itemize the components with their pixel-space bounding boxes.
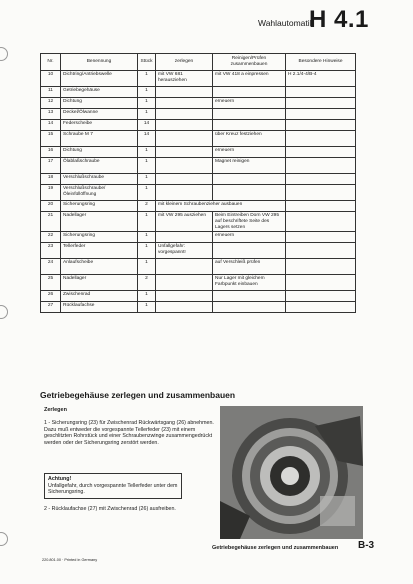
cell-name: Sicherungsring xyxy=(61,201,138,212)
cell-zusammenbauen: mit VW 418 a einpressen xyxy=(213,71,286,87)
table-row xyxy=(41,185,356,201)
cell-zerlegen xyxy=(156,87,213,98)
cell-zusammenbauen xyxy=(213,87,286,98)
cell-zusammenbauen xyxy=(213,243,286,259)
cell-name: Rücklaufachse xyxy=(61,302,138,313)
cell-qty: 1 xyxy=(138,259,156,275)
cell-zerlegen xyxy=(156,302,213,313)
cell-zerlegen: mit VW 681 herausziehen xyxy=(156,71,213,87)
cell-zerlegen: Unfallgefahr: vorgespannt! xyxy=(156,243,213,259)
cell-nr: 19 xyxy=(41,185,61,201)
binder-hole xyxy=(0,532,8,546)
cell-hinweis xyxy=(286,212,356,232)
table-row xyxy=(41,259,356,275)
cell-nr: 10 xyxy=(41,71,61,87)
cell-nr: 27 xyxy=(41,302,61,313)
cell-zusammenbauen: Magnet reinigen xyxy=(213,158,286,174)
warning-text: Unfallgefahr, durch vorgespannte Tellerfeder unter dem Sicherungsring. xyxy=(48,482,178,495)
cell-zusammenbauen: auf Verschleiß prüfen xyxy=(213,259,286,275)
cell-nr: 16 xyxy=(41,147,61,158)
cell-zusammenbauen: erneuern xyxy=(213,147,286,158)
cell-hinweis xyxy=(286,158,356,174)
warning-title: Achtung! xyxy=(48,476,72,482)
cell-zusammenbauen: erneuern xyxy=(213,232,286,243)
cell-name: Verschlußschraube xyxy=(61,174,138,185)
cell-name: Nadellager xyxy=(61,212,138,232)
cell-hinweis xyxy=(286,120,356,131)
cell-zerlegen xyxy=(156,291,213,302)
cell-name: Dichtring/Antriebswelle xyxy=(61,71,138,87)
table-row xyxy=(41,302,356,313)
cell-qty: 1 xyxy=(138,87,156,98)
warning-box xyxy=(44,473,182,499)
cell-hinweis xyxy=(286,147,356,158)
header-title: Wahlautomatik xyxy=(258,18,314,28)
cell-qty: 1 xyxy=(138,185,156,201)
cell-nr: 12 xyxy=(41,98,61,109)
cell-qty: 1 xyxy=(138,302,156,313)
step-1-text: 1 - Sicherungsring (23) für Zwischenrad Rückwärtsgang (26) abnehmen. Dazu muß entweder die vorgespannte Tellerfeder (23) mit einem geschlitzten Rohrstück und einer Schraubenzwinge zusammengedrückt werden oder der Sicherungsring zerstört werden. xyxy=(44,420,214,446)
cell-nr: 20 xyxy=(41,201,61,212)
cell-zerlegen xyxy=(156,147,213,158)
cell-name: Schraube M 7 xyxy=(61,131,138,147)
cell-zusammenbauen xyxy=(213,174,286,185)
cell-zerlegen xyxy=(156,185,213,201)
table-row xyxy=(41,71,356,87)
cell-nr: 23 xyxy=(41,243,61,259)
cell-qty: 1 xyxy=(138,291,156,302)
cell-hinweis xyxy=(286,87,356,98)
table-row xyxy=(41,232,356,243)
cell-name: Dichtung xyxy=(61,98,138,109)
cell-hinweis xyxy=(286,109,356,120)
table-row xyxy=(41,275,356,291)
cell-hinweis xyxy=(286,185,356,201)
cell-hinweis xyxy=(286,98,356,109)
cell-zerlegen xyxy=(156,131,213,147)
cell-zusammenbauen: über Kreuz festziehen xyxy=(213,131,286,147)
cell-hinweis xyxy=(286,201,356,212)
cell-nr: 24 xyxy=(41,259,61,275)
cell-zerlegen xyxy=(156,98,213,109)
cell-zusammenbauen: erneuern xyxy=(213,98,286,109)
cell-qty: 1 xyxy=(138,158,156,174)
col-header-zusammenbauen: Reinigen/Prüfen zusammenbauen xyxy=(213,54,286,71)
col-header-nr: Nr. xyxy=(41,54,61,71)
cell-zerlegen: mit kleinem Schraubenzieher ausbauen xyxy=(156,201,286,212)
page-number: B-3 xyxy=(358,540,375,551)
table-row xyxy=(41,291,356,302)
cell-zusammenbauen xyxy=(213,302,286,313)
table-row xyxy=(41,87,356,98)
col-header-qty: Stück xyxy=(138,54,156,71)
cell-name: Anlaufscheibe xyxy=(61,259,138,275)
gearbox-photo xyxy=(220,406,363,539)
cell-name: Verschlußschraube/ Öleinfüllöffnung xyxy=(61,185,138,201)
section-code: H 4.1 xyxy=(309,6,369,33)
binder-hole xyxy=(0,47,8,61)
cell-qty: 1 xyxy=(138,174,156,185)
binder-hole xyxy=(0,305,8,319)
cell-nr: 18 xyxy=(41,174,61,185)
table-row xyxy=(41,174,356,185)
cell-nr: 21 xyxy=(41,212,61,232)
table-row xyxy=(41,243,356,259)
cell-zerlegen xyxy=(156,158,213,174)
cell-qty: 1 xyxy=(138,212,156,232)
cell-nr: 26 xyxy=(41,291,61,302)
cell-zusammenbauen xyxy=(213,291,286,302)
cell-nr: 17 xyxy=(41,158,61,174)
cell-zusammenbauen xyxy=(213,120,286,131)
cell-hinweis xyxy=(286,243,356,259)
cell-name: Tellerfeder xyxy=(61,243,138,259)
cell-nr: 25 xyxy=(41,275,61,291)
cell-name: Dichtung xyxy=(61,147,138,158)
cell-zusammenbauen xyxy=(213,109,286,120)
parts-table xyxy=(40,53,356,313)
cell-name: Zwischenrad xyxy=(61,291,138,302)
table-row xyxy=(41,120,356,131)
cell-qty: 1 xyxy=(138,243,156,259)
cell-qty: 1 xyxy=(138,71,156,87)
cell-zerlegen xyxy=(156,120,213,131)
table-row xyxy=(41,201,356,212)
cell-name: Nadellager xyxy=(61,275,138,291)
section-title: Getriebegehäuse zerlegen und zusammenbauen xyxy=(40,390,236,400)
cell-hinweis xyxy=(286,275,356,291)
cell-zusammenbauen: Beim Eintreiben Dorn VW 295 auf beschriftete Seite des Lagers setzen xyxy=(213,212,286,232)
cell-name: Deckel/Ölwanne xyxy=(61,109,138,120)
cell-zerlegen xyxy=(156,275,213,291)
cell-qty: 2 xyxy=(138,275,156,291)
cell-nr: 14 xyxy=(41,120,61,131)
table-row xyxy=(41,147,356,158)
table-row xyxy=(41,98,356,109)
table-row xyxy=(41,212,356,232)
cell-name: Federscheibe xyxy=(61,120,138,131)
cell-hinweis xyxy=(286,302,356,313)
cell-name: Ölablaßschraube xyxy=(61,158,138,174)
cell-name: Getriebegehäuse xyxy=(61,87,138,98)
table-row xyxy=(41,109,356,120)
cell-hinweis xyxy=(286,259,356,275)
cell-zusammenbauen: Nur Lager mit gleichem Farbpunkt einbauen xyxy=(213,275,286,291)
cell-zerlegen xyxy=(156,109,213,120)
cell-nr: 22 xyxy=(41,232,61,243)
cell-hinweis xyxy=(286,291,356,302)
cell-nr: 13 xyxy=(41,109,61,120)
cell-qty: 1 xyxy=(138,109,156,120)
footer-title: Getriebegehäuse zerlegen und zusammenbauen xyxy=(212,545,339,551)
col-header-name: Benennung xyxy=(61,54,138,71)
cell-zerlegen xyxy=(156,174,213,185)
table-header-row xyxy=(41,54,356,71)
cell-zusammenbauen xyxy=(213,185,286,201)
col-header-zerlegen: zerlegen xyxy=(156,54,213,71)
cell-hinweis xyxy=(286,131,356,147)
cell-name: Sicherungsring xyxy=(61,232,138,243)
cell-hinweis xyxy=(286,232,356,243)
cell-nr: 15 xyxy=(41,131,61,147)
cell-qty: 14 xyxy=(138,120,156,131)
col-header-hinweise: Besondere Hinweise xyxy=(286,54,356,71)
table-row xyxy=(41,131,356,147)
footer-imprint: 220.801.00 · Printed in Germany xyxy=(42,558,98,562)
cell-zerlegen xyxy=(156,259,213,275)
cell-hinweis: H 2.1/4-4/B-4 xyxy=(286,71,356,87)
cell-qty: 1 xyxy=(138,98,156,109)
cell-nr: 11 xyxy=(41,87,61,98)
cell-qty: 14 xyxy=(138,131,156,147)
cell-qty: 2 xyxy=(138,201,156,212)
cell-qty: 1 xyxy=(138,147,156,158)
subsection-title: Zerlegen xyxy=(44,407,67,413)
step-2-text: 2 - Rücklaufachse (27) mit Zwischenrad (26) ausfreiben. xyxy=(44,506,176,512)
cell-zerlegen xyxy=(156,232,213,243)
table-row xyxy=(41,158,356,174)
cell-qty: 1 xyxy=(138,232,156,243)
cell-zerlegen: mit VW 295 ausziehen xyxy=(156,212,213,232)
cell-hinweis xyxy=(286,174,356,185)
